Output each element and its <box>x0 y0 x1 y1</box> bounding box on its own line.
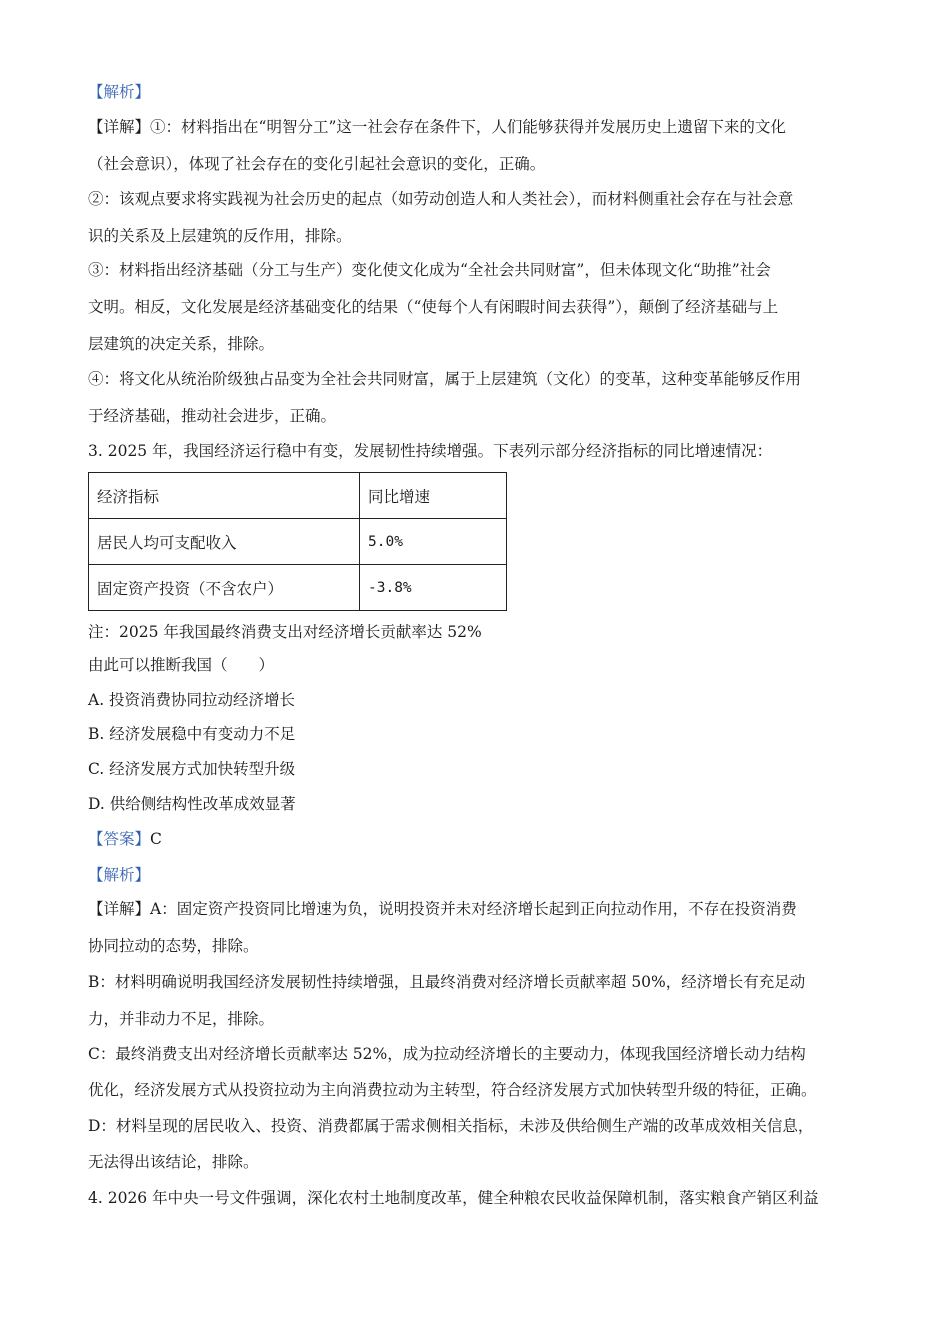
q3-detail-line-1: 【详解】A：固定资产投资同比增速为负，说明投资并未对经济增长起到正向拉动作用，不存在投资消费 <box>88 900 797 918</box>
detail-line-3: ②：该观点要求将实践视为社会历史的起点（如劳动创造人和人类社会），而材料侧重社会存在与社会意 <box>88 190 794 208</box>
answer-tag: 【答案】 <box>88 830 151 848</box>
question-3-prompt: 由此可以推断我国（ ） <box>88 656 275 674</box>
table-header-cell: 同比增速 <box>360 473 507 519</box>
answer-line <box>88 829 162 849</box>
question-3-stem: 3. 2025 年，我国经济运行稳中有变，发展韧性持续增强。下表列示部分经济指标的同比增速情况： <box>88 442 773 460</box>
q3-detail-line-7: D：材料呈现的居民收入、投资、消费都属于需求侧相关指标，未涉及供给侧生产端的改革成效相关信息， <box>88 1117 814 1135</box>
table-row <box>89 519 507 565</box>
option-c: C. 经济发展方式加快转型升级 <box>88 760 296 778</box>
option-d: D. 供给侧结构性改革成效显著 <box>88 795 296 813</box>
table-cell: 居民人均可支配收入 <box>89 519 360 565</box>
q3-detail-line-4: 力，并非动力不足，排除。 <box>88 1010 275 1028</box>
answer-value: C <box>150 830 162 848</box>
analysis-tag: 【解析】 <box>88 83 151 101</box>
detail-line-2: （社会意识），体现了社会存在的变化引起社会意识的变化，正确。 <box>88 155 546 173</box>
table-cell: 固定资产投资（不含农户） <box>89 565 360 611</box>
analysis-tag: 【解析】 <box>88 866 151 884</box>
q3-detail-line-6: 优化，经济发展方式从投资拉动为主向消费拉动为主转型，符合经济发展方式加快转型升级的特征，正确。 <box>88 1081 817 1099</box>
table-cell: 5.0% <box>360 519 507 565</box>
option-a: A. 投资消费协同拉动经济增长 <box>88 691 296 709</box>
indicator-table <box>88 472 507 611</box>
detail-line-8: ④：将文化从统治阶级独占品变为全社会共同财富，属于上层建筑（文化）的变革，这种变革能够反作用 <box>88 370 802 388</box>
question-4-stem: 4. 2026 年中央一号文件强调，深化农村土地制度改革，健全种粮农民收益保障机制，落实粮食产销区利益 <box>88 1189 819 1207</box>
q3-detail-line-2: 协同拉动的态势，排除。 <box>88 937 259 955</box>
option-b: B. 经济发展稳中有变动力不足 <box>88 725 296 743</box>
table-note: 注：2025 年我国最终消费支出对经济增长贡献率达 52% <box>88 623 482 641</box>
q3-detail-line-5: C：最终消费支出对经济增长贡献率达 52%，成为拉动经济增长的主要动力，体现我国经济增长动力结构 <box>88 1045 806 1063</box>
q3-detail-line-8: 无法得出该结论，排除。 <box>88 1153 259 1171</box>
detail-line-7: 层建筑的决定关系，排除。 <box>88 335 275 353</box>
detail-line-1: 【详解】①：材料指出在“明智分工”这一社会存在条件下，人们能够获得并发展历史上遗留下来的文化 <box>88 118 786 136</box>
table-header-cell: 经济指标 <box>89 473 360 519</box>
detail-tag: 【详解】 <box>88 118 151 136</box>
detail-line-4: 识的关系及上层建筑的反作用，排除。 <box>88 227 352 245</box>
detail-line-6: 文明。相反，文化发展是经济基础变化的结果（“使每个人有闲暇时间去获得”），颠倒了经济基础与上 <box>88 298 779 316</box>
detail-tag: 【详解】 <box>88 900 151 918</box>
table-row <box>89 565 507 611</box>
table-cell: -3.8% <box>360 565 507 611</box>
table-header-row <box>89 473 507 519</box>
detail-line-5: ③：材料指出经济基础（分工与生产）变化使文化成为“全社会共同财富”，但未体现文化“助推”社会 <box>88 261 771 279</box>
detail-line-9: 于经济基础，推动社会进步，正确。 <box>88 407 337 425</box>
q3-detail-line-3: B：材料明确说明我国经济发展韧性持续增强，且最终消费对经济增长贡献率超 50%，经济增长有充足动 <box>88 973 806 991</box>
